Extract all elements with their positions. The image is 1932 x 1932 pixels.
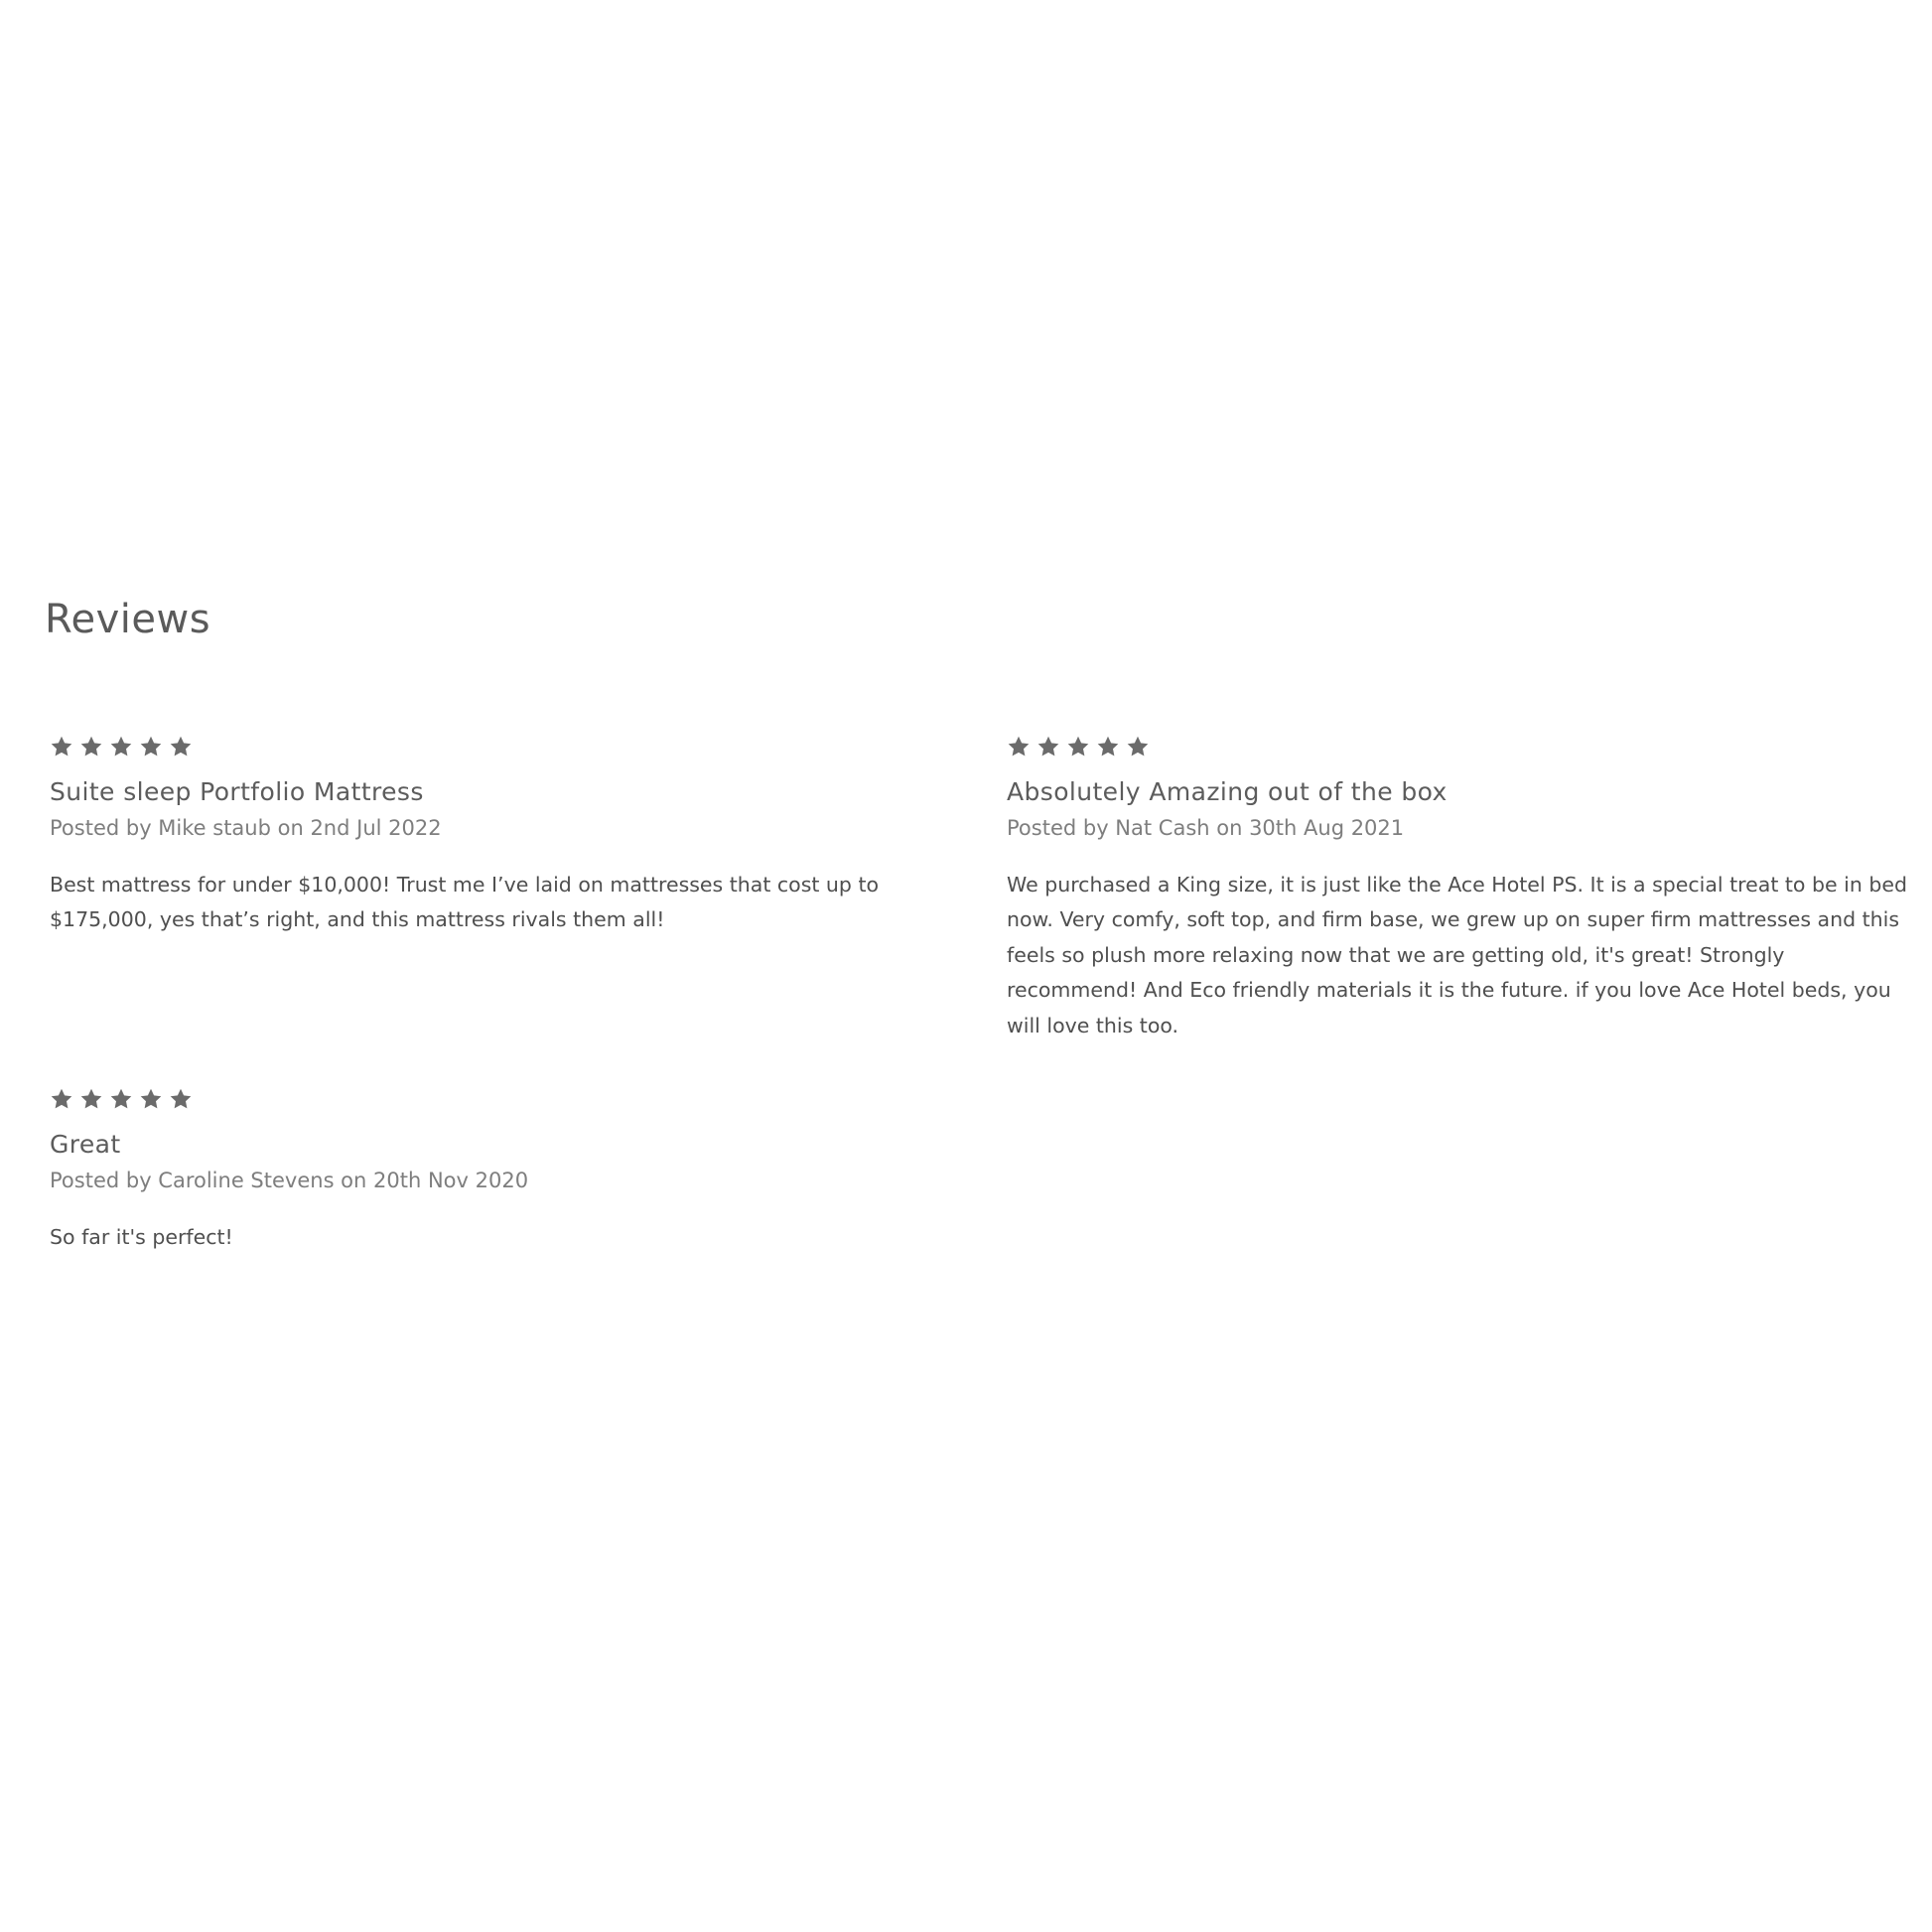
star-rating — [1007, 733, 1920, 760]
star-icon — [1096, 735, 1120, 759]
star-icon — [139, 735, 163, 759]
review-body: We purchased a King size, it is just like the Ace Hotel PS. It is a special treat to be in bed now. Very comfy, soft top, and firm base, we grew up on super firm mattresses and this feels so plush more relaxing now that we are getting old, it's great! Strongly recommend! And Eco friendly materials it is the future. if you love Ace Hotel beds, you will love this too. — [1007, 872, 1907, 1037]
review-title: Suite sleep Portfolio Mattress — [50, 777, 424, 806]
star-icon — [1036, 735, 1060, 759]
star-icon — [109, 1087, 133, 1111]
star-icon — [79, 1087, 103, 1111]
reviews-section — [45, 596, 1911, 1249]
review-card — [50, 733, 963, 958]
review-meta: Posted by Nat Cash on 30th Aug 2021 — [1007, 815, 1405, 840]
star-icon — [109, 735, 133, 759]
star-icon — [1126, 735, 1150, 759]
star-icon — [50, 735, 73, 759]
star-icon — [50, 1087, 73, 1111]
review-card — [50, 1085, 963, 1276]
review-body: Best mattress for under $10,000! Trust me I’ve laid on mattresses that cost up to $175,000, yes that’s right, and this mattress rivals them all! — [50, 872, 880, 932]
review-meta: Posted by Mike staub on 2nd Jul 2022 — [50, 815, 442, 840]
star-icon — [169, 735, 193, 759]
review-card — [1007, 733, 1920, 1064]
star-icon — [1066, 735, 1090, 759]
review-title: Great — [50, 1130, 121, 1159]
star-icon — [139, 1087, 163, 1111]
star-icon — [169, 1087, 193, 1111]
review-body: So far it's perfect! — [50, 1224, 233, 1249]
review-title: Absolutely Amazing out of the box — [1007, 777, 1448, 806]
review-meta: Posted by Caroline Stevens on 20th Nov 2020 — [50, 1168, 529, 1192]
star-rating — [50, 1085, 963, 1113]
reviews-heading: Reviews — [45, 597, 211, 642]
star-rating — [50, 733, 963, 760]
star-icon — [1007, 735, 1031, 759]
star-icon — [79, 735, 103, 759]
